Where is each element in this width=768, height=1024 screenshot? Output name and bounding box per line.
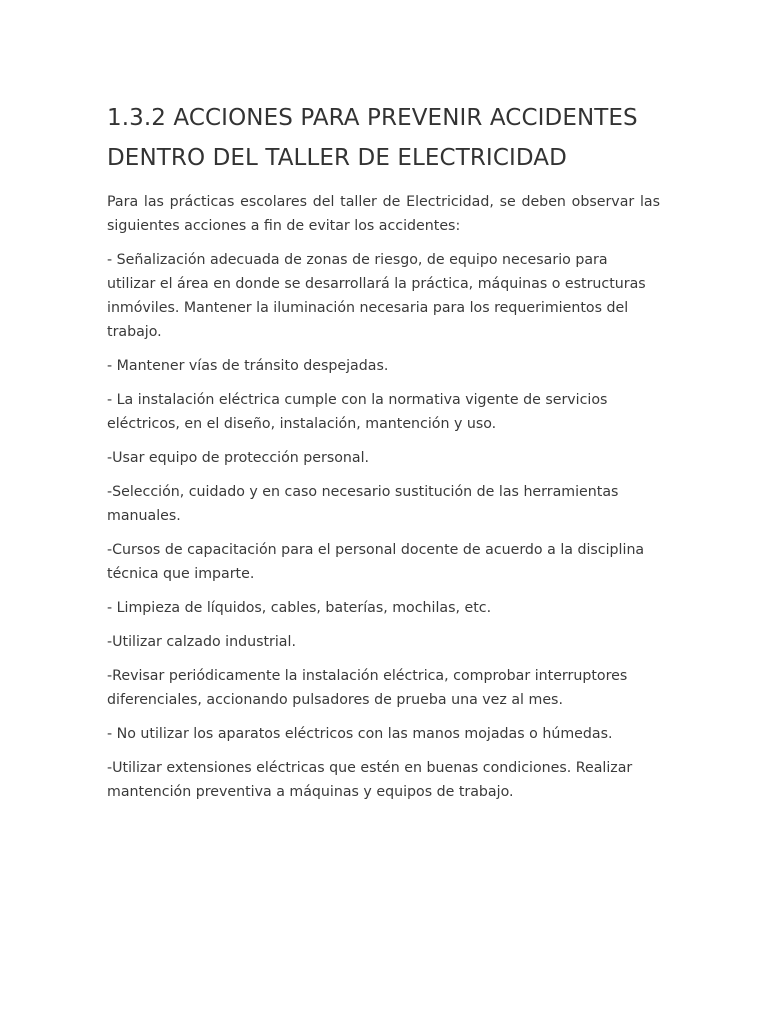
action-item-signage: - Señalización adecuada de zonas de riesgo, de equipo necesario para utilizar el área en donde se desarrollará la práctica, máquinas o estructuras inmóviles. Mantener la iluminación necesaria para los requerimientos del trabajo.: [107, 252, 646, 340]
action-item-check-installation: -Revisar periódicamente la instalación eléctrica, comprobar interruptores diferenciales, accionando pulsadores de prueba una vez al mes.: [107, 668, 628, 708]
action-item-electrical-standards: - La instalación eléctrica cumple con la normativa vigente de servicios eléctricos, en el diseño, instalación, mantención y uso.: [107, 392, 608, 432]
action-item-extensions-maintenance: -Utilizar extensiones eléctricas que estén en buenas condiciones. Realizar mantención preventiva a máquinas y equipos de trabajo.: [107, 760, 633, 800]
action-item-protective-equipment: -Usar equipo de protección personal.: [107, 450, 370, 466]
action-item-dry-hands: - No utilizar los aparatos eléctricos con las manos mojadas o húmedas.: [107, 726, 613, 742]
action-item-industrial-footwear: -Utilizar calzado industrial.: [107, 634, 296, 650]
action-item-hand-tools: -Selección, cuidado y en caso necesario sustitución de las herramientas manuales.: [107, 484, 619, 524]
document-title: 1.3.2 ACCIONES PARA PREVENIR ACCIDENTES DENTRO DEL TALLER DE ELECTRICIDAD: [107, 105, 638, 171]
action-item-training-courses: -Cursos de capacitación para el personal docente de acuerdo a la disciplina técnica que imparte.: [107, 542, 645, 582]
intro-paragraph: Para las prácticas escolares del taller de Electricidad, se deben observar las siguientes acciones a fin de evitar los accidentes:: [107, 194, 660, 234]
document-page: [107, 98, 660, 814]
action-item-clear-paths: - Mantener vías de tránsito despejadas.: [107, 358, 389, 374]
action-item-cleaning: - Limpieza de líquidos, cables, baterías, mochilas, etc.: [107, 600, 492, 616]
